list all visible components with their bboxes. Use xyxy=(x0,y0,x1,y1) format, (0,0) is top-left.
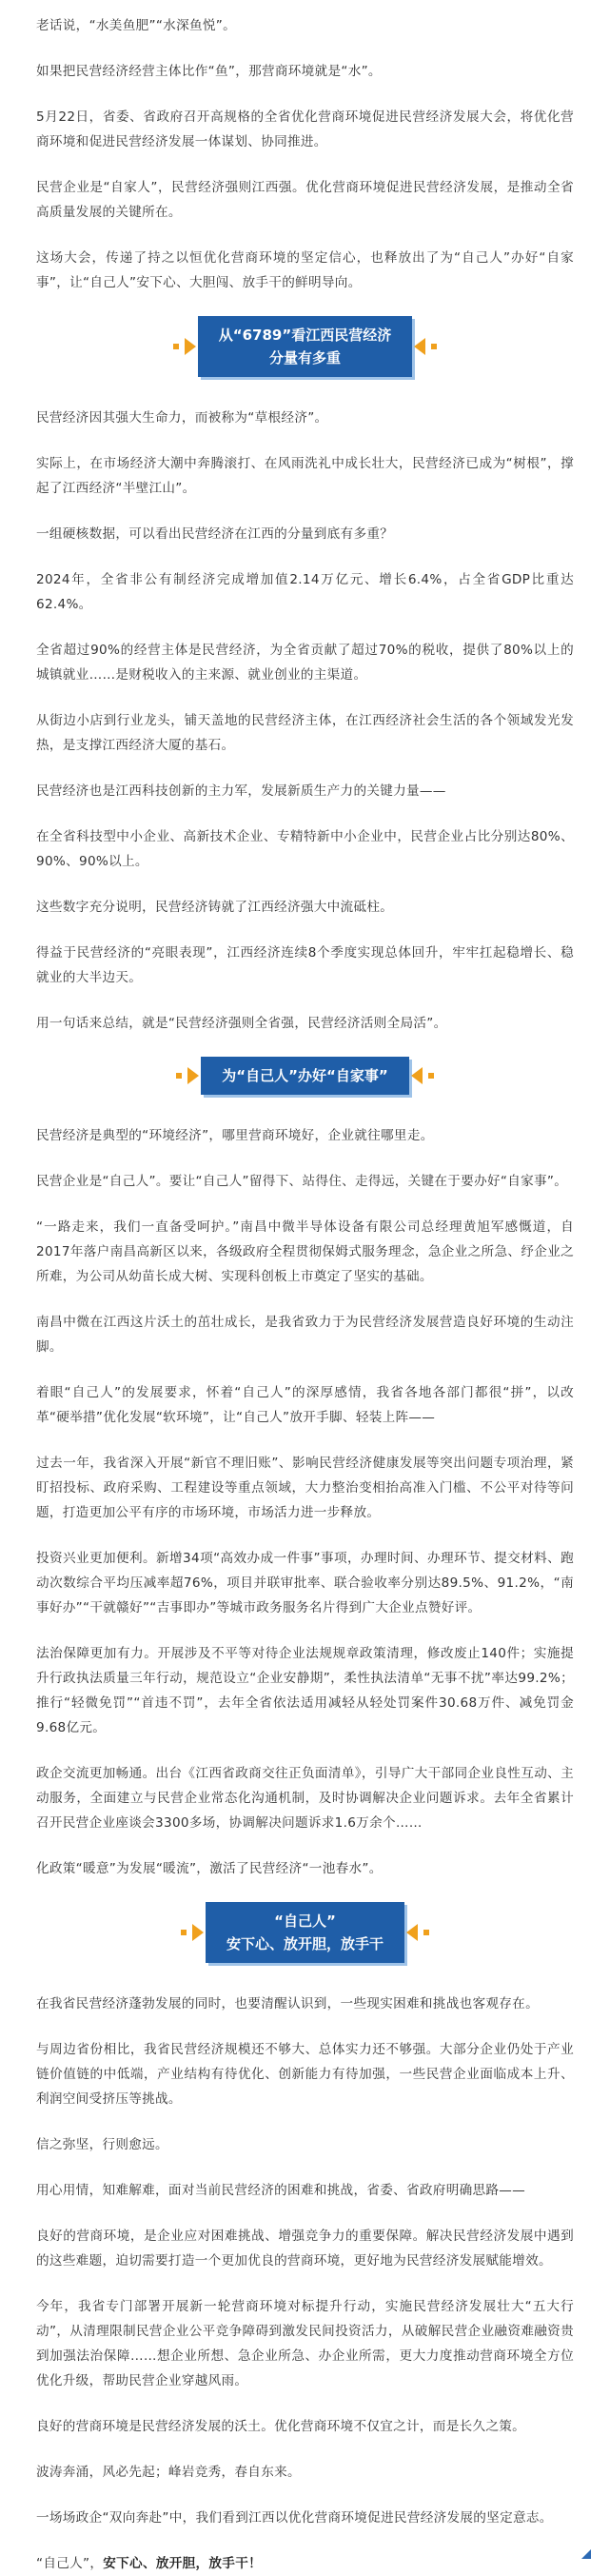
section-heading-1 xyxy=(36,316,574,377)
decor-square-icon xyxy=(428,1073,434,1079)
paragraph: 良好的营商环境，是企业应对困难挑战、增强竞争力的重要保障。解决民营经济发展中遇到的这些难题，迫切需要打造一个更加优良的营商环境，更好地为民营经济发展赋能增效。 xyxy=(36,2229,574,2269)
triangle-left-icon xyxy=(411,1067,423,1084)
decor-square-icon xyxy=(423,1930,429,1935)
decor-square-icon xyxy=(173,344,179,349)
triangle-right-icon xyxy=(192,1924,204,1941)
closing-prefix: “自己人”， xyxy=(36,2556,104,2571)
paragraph: 5月22日，省委、省政府召开高规格的全省优化营商环境促进民营经济发展大会，将优化营商环境和促进民营经济发展一体谋划、协同推进。 xyxy=(36,109,574,149)
decor-square-icon xyxy=(176,1073,182,1079)
section-heading-2 xyxy=(36,1057,574,1095)
paragraph: 民营企业是“自己人”。要让“自己人”留得下、站得住、走得远，关键在于要办好“自家事”。 xyxy=(36,1174,568,1189)
paragraph: 这场大会，传递了持之以恒优化营商环境的坚定信心，也释放出了为“自己人”办好“自家事”，让“自己人”安下心、大胆闯、放手干的鲜明导向。 xyxy=(36,250,574,290)
paragraph: 民营经济也是江西科技创新的主力军，发展新质生产力的关键力量—— xyxy=(36,783,446,799)
paragraph: 南昌中微在江西这片沃土的茁壮成长，是我省致力于为民营经济发展营造良好环境的生动注脚。 xyxy=(36,1315,574,1355)
paragraph: 2024年，全省非公有制经济完成增加值2.14万亿元、增长6.4%，占全省GDP比重达62.4%。 xyxy=(36,572,574,612)
triangle-right-icon xyxy=(187,1067,199,1084)
heading-line: 安下心、放开胆，放手干 xyxy=(226,1935,384,1952)
paragraph: 全省超过90%的经营主体是民营经济，为全省贡献了超过70%的税收，提供了80%以上的城镇就业……是财税收入的主来源、就业创业的主渠道。 xyxy=(36,643,574,683)
heading-banner xyxy=(201,1057,408,1095)
paragraph: 从街边小店到行业龙头，铺天盖地的民营经济主体，在江西经济社会生活的各个领域发光发热，是支撑江西经济大厦的基石。 xyxy=(36,713,574,753)
heading-line: 从“6789”看江西民营经济 xyxy=(218,327,392,344)
paragraph: 化政策“暖意”为发展“暖流”，激活了民营经济“一池春水”。 xyxy=(36,1861,383,1876)
paragraph: 一场场政企“双向奔赴”中，我们看到江西以优化营商环境促进民营经济发展的坚定意志。 xyxy=(36,2510,553,2526)
paragraph: 今年，我省专门部署开展新一轮营商环境对标提升行动，实施民营经济发展壮大“五大行动”，从清理限制民营企业公平竞争障碍到激发民间投资活力，从破解民营企业融资难融资贵到加强法治保障……想企业所想、急企业所急、办企业所需，更大力度推动营商环境全方位优化升级，帮助民营企业穿越风雨。 xyxy=(36,2299,574,2388)
paragraph: 这些数字充分说明，民营经济铸就了江西经济强大中流砥柱。 xyxy=(36,900,394,915)
triangle-left-icon xyxy=(414,338,425,355)
paragraph: 民营企业是“自家人”，民营经济强则江西强。优化营商环境促进民营经济发展，是推动全省高质量发展的关键所在。 xyxy=(36,180,574,220)
paragraph: 用心用情，知难解难，面对当前民营经济的困难和挑战，省委、省政府明确思路—— xyxy=(36,2183,526,2198)
paragraph: 波涛奔涌，风必先起；峰岩竞秀，春自东来。 xyxy=(36,2465,301,2480)
paragraph: 实际上，在市场经济大潮中奔腾滚打、在风雨洗礼中成长壮大，民营经济已成为“树根”，撑起了江西经济“半壁江山”。 xyxy=(36,456,574,496)
paragraph: 良好的营商环境是民营经济发展的沃土。优化营商环境不仅宜之计，而是长久之策。 xyxy=(36,2419,526,2434)
section-heading-3 xyxy=(36,1902,574,1963)
section-1 xyxy=(36,406,574,1036)
decor-square-icon xyxy=(181,1930,187,1935)
section-3 xyxy=(36,1991,574,2576)
heading-line: 为“自己人”办好“自家事” xyxy=(222,1067,388,1084)
paragraph: 在全省科技型中小企业、高新技术企业、专精特新中小企业中，民营企业占比分别达80%、90%、90%以上。 xyxy=(36,829,574,869)
paragraph: 一组硬核数据，可以看出民营经济在江西的分量到底有多重？ xyxy=(36,526,394,542)
paragraph: 民营经济因其强大生命力，而被称为“草根经济”。 xyxy=(36,410,328,426)
triangle-left-icon xyxy=(406,1924,418,1941)
paragraph: 法治保障更加有力。开展涉及不平等对待企业法规规章政策清理，修改废止140件；实施提升行政执法质量三年行动，规范设立“企业安静期”，柔性执法清单“无事不扰”率达99.2%；推行“轻微免罚”“首违不罚”，去年全省依法适用减轻从轻处罚案件30.68万件、减免罚金9.68亿元。 xyxy=(36,1646,574,1735)
paragraph: 信之弥坚，行则愈远。 xyxy=(36,2137,168,2152)
paragraph: 着眼“自己人”的发展要求，怀着“自己人”的深厚感情，我省各地各部门都很“拼”，以改革“硬举措”优化发展“软环境”，让“自己人”放开手脚、轻装上阵—— xyxy=(36,1385,574,1425)
paragraph: 民营经济是典型的“环境经济”，哪里营商环境好，企业就往哪里走。 xyxy=(36,1128,434,1143)
paragraph: 用一句话来总结，就是“民营经济强则全省强，民营经济活则全局活”。 xyxy=(36,1016,447,1031)
paragraph: 投资兴业更加便利。新增34项“高效办成一件事”事项，办理时间、办理环节、提交材料、跑动次数综合平均压减率超76%，项目并联审批率、联合验收率分别达89.5%、91.2%，“南事好办”“干就赣好”“吉事即办”等城市政务服务名片得到广大企业点赞好评。 xyxy=(36,1551,574,1615)
intro-section xyxy=(36,13,574,295)
section-2 xyxy=(36,1123,574,1881)
closing-line xyxy=(36,2551,574,2576)
paragraph: 过去一年，我省深入开展“新官不理旧账”、影响民营经济健康发展等突出问题专项治理，紧盯招投标、政府采购、工程建设等重点领域，大力整治变相抬高准入门槛、不公平对待等问题，打造更加公平有序的市场环境，市场活力进一步释放。 xyxy=(36,1456,574,1520)
corner-triangle-icon xyxy=(581,2549,591,2559)
paragraph: “一路走来，我们一直备受呵护。”南昌中微半导体设备有限公司总经理黄旭军感慨道，自2017年落户南昌高新区以来，各级政府全程贯彻保姆式服务理念，急企业之所急、纾企业之所难，为公司从幼苗长成大树、实现科创板上市奠定了坚实的基础。 xyxy=(36,1219,574,1284)
paragraph: 与周边省份相比，我省民营经济规模还不够大、总体实力还不够强。大部分企业仍处于产业链价值链的中低端，产业结构有待优化、创新能力有待加强，一些民营企业面临成本上升、利润空间受挤压等挑战。 xyxy=(36,2042,574,2107)
heading-banner xyxy=(206,1902,404,1963)
heading-banner xyxy=(198,316,412,377)
paragraph: 得益于民营经济的“亮眼表现”，江西经济连续8个季度实现总体回升，牢牢扛起稳增长、稳就业的大半边天。 xyxy=(36,945,574,985)
paragraph: 如果把民营经济经营主体比作“鱼”，那营商环境就是“水”。 xyxy=(36,64,382,79)
paragraph: 在我省民营经济蓬勃发展的同时，也要清醒认识到，一些现实困难和挑战也客观存在。 xyxy=(36,1996,539,2011)
heading-line: 分量有多重 xyxy=(268,349,341,367)
paragraph: 老话说，“水美鱼肥”“水深鱼悦”。 xyxy=(36,18,236,33)
heading-line: “自己人” xyxy=(274,1912,336,1930)
decor-square-icon xyxy=(431,344,437,349)
triangle-right-icon xyxy=(185,338,196,355)
paragraph: 政企交流更加畅通。出台《江西省政商交往正负面清单》，引导广大干部同企业良性互动、主动服务，全面建立与民营企业常态化沟通机制，及时协调解决企业问题诉求。去年全省累计召开民营企业座谈会3300多场，协调解决问题诉求1.6万余个…… xyxy=(36,1766,574,1831)
closing-emphasis: 安下心、放开胆，放手干！ xyxy=(103,2556,262,2571)
